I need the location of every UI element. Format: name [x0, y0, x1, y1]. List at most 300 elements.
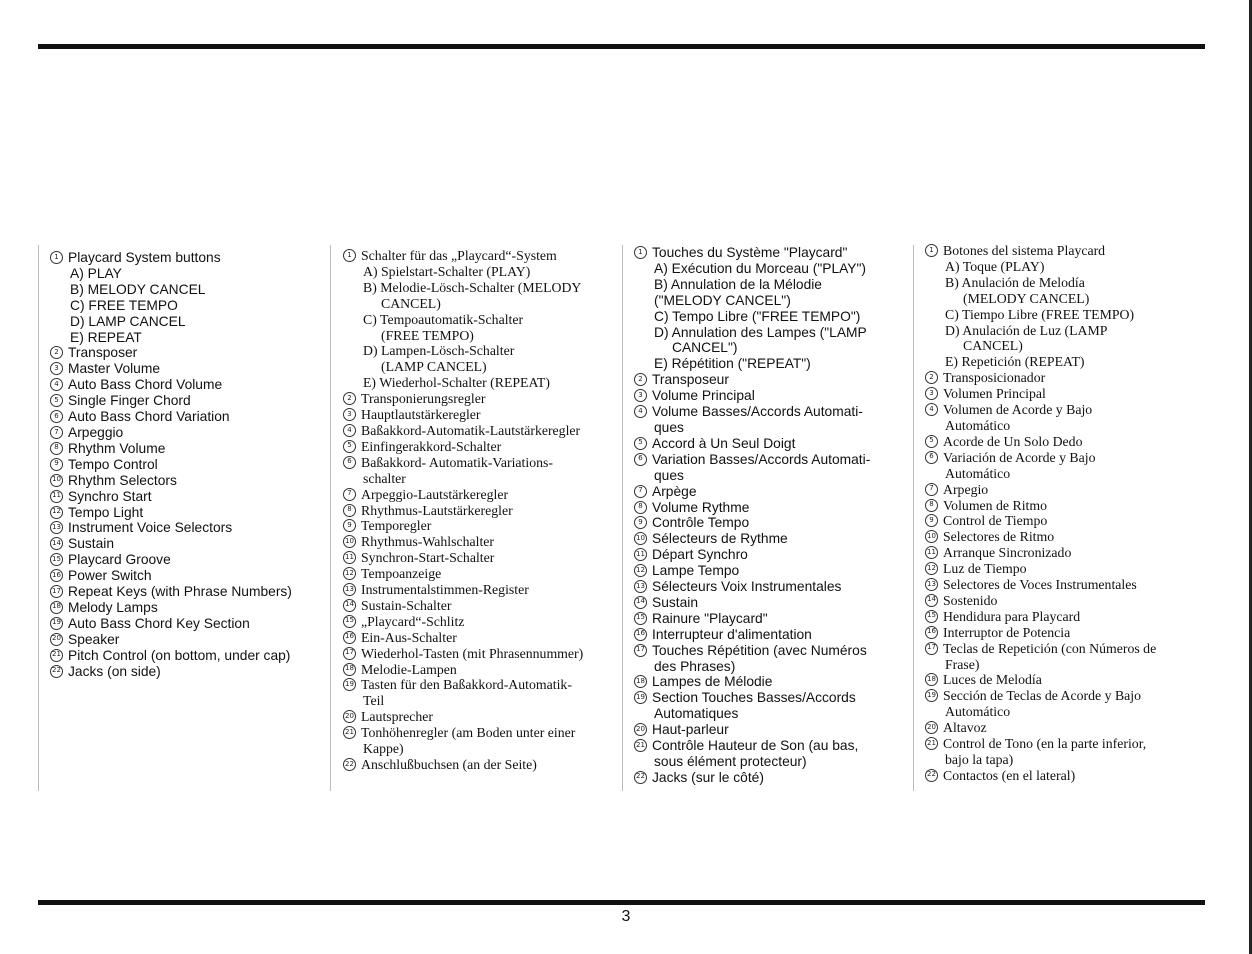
item-text: A) Spielstart-Schalter (PLAY): [363, 263, 531, 279]
circled-number-icon: 14: [343, 599, 356, 612]
list-item: [343, 630, 623, 646]
item-text: Sustain-Schalter: [361, 597, 452, 613]
page-number: 3: [621, 908, 631, 925]
circled-number-icon: 13: [634, 580, 647, 593]
list-item: [634, 722, 914, 738]
list-item: [634, 547, 914, 563]
circled-number-icon: 13: [925, 578, 938, 591]
column-english: [50, 250, 330, 679]
item-text: Lampe Tempo: [652, 563, 740, 579]
item-text: Volume Rythme: [652, 499, 750, 515]
list-item: [50, 266, 330, 282]
list-item: [634, 452, 914, 468]
item-text: Auto Bass Chord Key Section: [68, 615, 250, 631]
list-item: [925, 593, 1205, 609]
list-item: [343, 693, 623, 709]
list-item: [343, 646, 623, 662]
list-item: [925, 323, 1205, 339]
circled-number-icon: 18: [925, 673, 938, 686]
circled-number-icon: 22: [925, 769, 938, 782]
list-item: [925, 243, 1205, 259]
list-item: [50, 425, 330, 441]
item-text: Luz de Tiempo: [943, 561, 1027, 577]
list-item: [925, 291, 1205, 307]
circled-number-icon: 12: [634, 564, 647, 577]
list-item: [50, 377, 330, 393]
circled-number-icon: 1: [925, 244, 938, 257]
list-item: [343, 725, 623, 741]
circled-number-icon: 22: [343, 758, 356, 771]
circled-number-icon: 7: [343, 488, 356, 501]
list-item: [634, 611, 914, 627]
circled-number-icon: 19: [50, 617, 63, 630]
list-item: [925, 641, 1205, 657]
circled-number-icon: 22: [634, 771, 647, 784]
circled-number-icon: 8: [925, 499, 938, 512]
list-item: [634, 420, 914, 436]
top-rule: [38, 44, 1205, 49]
list-item: [50, 489, 330, 505]
circled-number-icon: 14: [50, 537, 63, 550]
list-item: [343, 455, 623, 471]
item-text: Arranque Sincronizado: [943, 545, 1072, 561]
item-text: Sustain: [652, 594, 699, 610]
list-item: [50, 632, 330, 648]
item-text: Touches Répétition (avec Numéros: [652, 642, 867, 658]
list-item: [634, 436, 914, 452]
item-text: Rhythmus-Lautstärkeregler: [361, 502, 513, 518]
item-text: Accord à Un Seul Doigt: [652, 435, 796, 451]
item-text: Touches du Système "Playcard": [652, 245, 848, 260]
item-text: ques: [654, 467, 684, 483]
list-item: [925, 768, 1205, 784]
item-text: CANCEL): [381, 295, 441, 311]
list-item: [50, 298, 330, 314]
item-text: Rhythmus-Wahlschalter: [361, 534, 494, 550]
list-item: [50, 600, 330, 616]
circled-number-icon: 17: [343, 647, 356, 660]
item-text: (FREE TEMPO): [381, 327, 474, 343]
list-item: [50, 361, 330, 377]
list-item: [343, 328, 623, 344]
item-text: Contactos (en el lateral): [943, 767, 1076, 783]
circled-number-icon: 3: [634, 389, 647, 402]
item-text: Baßakkord-Automatik-Lautstärkeregler: [361, 422, 581, 438]
item-text: Arpegio: [943, 481, 989, 497]
item-text: B) MELODY CANCEL: [70, 281, 206, 297]
item-text: (LAMP CANCEL): [381, 359, 487, 375]
item-text: C) FREE TEMPO: [70, 297, 178, 313]
item-text: Interruptor de Potencia: [943, 624, 1071, 640]
item-text: Control de Tiempo: [943, 513, 1048, 529]
circled-number-icon: 20: [634, 723, 647, 736]
item-text: Transponierungsregler: [361, 391, 486, 407]
list-item: [50, 520, 330, 536]
circled-number-icon: 16: [925, 626, 938, 639]
item-text: Auto Bass Chord Volume: [68, 377, 223, 393]
circled-number-icon: 4: [925, 403, 938, 416]
item-text: Volumen Principal: [943, 386, 1046, 402]
item-text: Repeat Keys (with Phrase Numbers): [68, 584, 292, 600]
item-text: Selectores de Voces Instrumentales: [943, 577, 1137, 593]
list-item: [634, 627, 914, 643]
item-text: Playcard System buttons: [68, 250, 221, 265]
list-item: [634, 340, 914, 356]
circled-number-icon: 10: [50, 474, 63, 487]
item-text: Volume Basses/Accords Automati-: [652, 404, 863, 420]
item-text: Rainure "Playcard": [652, 610, 768, 626]
item-text: Arpège: [652, 483, 697, 499]
list-item: [343, 550, 623, 566]
item-text: Sustain: [68, 536, 115, 552]
circled-number-icon: 7: [50, 426, 63, 439]
circled-number-icon: 3: [343, 408, 356, 421]
circled-number-icon: 8: [343, 504, 356, 517]
item-text: CANCEL): [963, 338, 1023, 354]
circled-number-icon: 2: [634, 373, 647, 386]
list-item: [925, 466, 1205, 482]
circled-number-icon: 13: [50, 521, 63, 534]
circled-number-icon: 9: [50, 458, 63, 471]
circled-number-icon: 18: [50, 601, 63, 614]
circled-number-icon: 22: [50, 665, 63, 678]
list-item: [634, 404, 914, 420]
item-text: Botones del sistema Playcard: [943, 243, 1106, 258]
list-item: [925, 561, 1205, 577]
circled-number-icon: 1: [634, 246, 647, 259]
list-item: [50, 345, 330, 361]
list-item: [925, 259, 1205, 275]
item-text: Rhythm Selectors: [68, 472, 177, 488]
circled-number-icon: 15: [343, 615, 356, 628]
item-text: Contrôle Hauteur de Son (au bas,: [652, 738, 859, 754]
item-text: Lautsprecher: [361, 709, 434, 725]
circled-number-icon: 14: [634, 596, 647, 609]
item-text: Frase): [945, 656, 980, 672]
circled-number-icon: 15: [634, 612, 647, 625]
list-item: [50, 393, 330, 409]
list-item: [343, 709, 623, 725]
item-text: Kappe): [363, 741, 404, 757]
item-text: Baßakkord- Automatik-Variations-: [361, 454, 553, 470]
list-item: [925, 529, 1205, 545]
item-text: B) Melodie-Lösch-Schalter (MELODY: [363, 279, 582, 295]
item-text: Variation Basses/Accords Automati-: [652, 451, 871, 467]
circled-number-icon: 4: [343, 424, 356, 437]
list-item: [634, 293, 914, 309]
circled-number-icon: 18: [343, 663, 356, 676]
item-text: Interrupteur d'alimentation: [652, 626, 812, 642]
list-item: [50, 664, 330, 680]
list-item: [925, 704, 1205, 720]
circled-number-icon: 5: [50, 394, 63, 407]
item-text: Instrument Voice Selectors: [68, 520, 233, 536]
list-item: [343, 582, 623, 598]
item-text: Master Volume: [68, 361, 161, 377]
item-text: Anschlußbuchsen (an der Seite): [361, 757, 537, 772]
list-item: [50, 330, 330, 346]
item-text: A) Toque (PLAY): [945, 258, 1045, 274]
item-text: Instrumentalstimmen-Register: [361, 582, 529, 598]
item-text: Transposicionador: [943, 370, 1046, 386]
item-text: C) Tempoautomatik-Schalter: [363, 311, 524, 327]
item-text: Teclas de Repetición (con Números de: [943, 640, 1157, 656]
item-text: Einfingerakkord-Schalter: [361, 438, 502, 454]
item-text: Pitch Control (on bottom, under cap): [68, 647, 291, 663]
list-item: [343, 423, 623, 439]
list-item: [634, 500, 914, 516]
circled-number-icon: 4: [634, 405, 647, 418]
item-text: E) Wiederhol-Schalter (REPEAT): [363, 375, 550, 391]
list-item: [634, 515, 914, 531]
list-item: [50, 536, 330, 552]
item-text: Power Switch: [68, 568, 152, 584]
circled-number-icon: 5: [343, 440, 356, 453]
item-text: ("MELODY CANCEL"): [654, 292, 791, 308]
list-item: [50, 282, 330, 298]
item-text: Tempoanzeige: [361, 566, 442, 582]
list-item: [634, 659, 914, 675]
circled-number-icon: 12: [50, 506, 63, 519]
item-text: Jacks (on side): [68, 663, 161, 679]
circled-number-icon: 11: [634, 548, 647, 561]
list-item: [50, 648, 330, 664]
list-item: [925, 752, 1205, 768]
item-text: Hauptlautstärkeregler: [361, 407, 481, 423]
circled-number-icon: 20: [343, 710, 356, 723]
item-text: Transposer: [68, 345, 138, 361]
list-item: [50, 314, 330, 330]
list-item: [925, 418, 1205, 434]
circled-number-icon: 3: [50, 362, 63, 375]
list-item: [634, 738, 914, 754]
circled-number-icon: 11: [925, 546, 938, 559]
circled-number-icon: 6: [50, 410, 63, 423]
circled-number-icon: 8: [634, 501, 647, 514]
item-text: Playcard Groove: [68, 552, 171, 568]
list-item: [50, 505, 330, 521]
list-item: [343, 741, 623, 757]
item-text: Sélecteurs de Rythme: [652, 531, 788, 547]
item-text: Volumen de Acorde y Bajo: [943, 402, 1093, 418]
circled-number-icon: 1: [50, 251, 63, 264]
list-item: [925, 450, 1205, 466]
item-text: Haut-parleur: [652, 722, 729, 738]
list-item: [925, 545, 1205, 561]
circled-number-icon: 5: [925, 435, 938, 448]
item-text: Automatiques: [654, 706, 739, 722]
item-text: Variación de Acorde y Bajo: [943, 449, 1096, 465]
list-item: [343, 439, 623, 455]
item-text: Section Touches Basses/Accords: [652, 690, 856, 706]
item-text: Automático: [945, 704, 1011, 720]
list-item: [925, 625, 1205, 641]
circled-number-icon: 4: [50, 378, 63, 391]
item-text: E) REPEAT: [70, 329, 142, 345]
item-text: Sección de Teclas de Acorde y Bajo: [943, 688, 1141, 704]
circled-number-icon: 20: [50, 633, 63, 646]
circled-number-icon: 15: [925, 610, 938, 623]
item-text: CANCEL"): [672, 340, 738, 356]
circled-number-icon: 15: [50, 553, 63, 566]
column-french: [634, 245, 914, 786]
list-item: [50, 409, 330, 425]
list-item: [925, 577, 1205, 593]
circled-number-icon: 21: [634, 739, 647, 752]
item-text: E) Repetición (REPEAT): [945, 354, 1085, 370]
list-item: [634, 563, 914, 579]
list-item: [925, 307, 1205, 323]
circled-number-icon: 12: [343, 567, 356, 580]
item-text: Altavoz: [943, 720, 987, 736]
item-text: des Phrases): [654, 658, 736, 674]
column-divider: [330, 245, 331, 791]
item-text: Luces de Melodía: [943, 672, 1042, 688]
list-item: [634, 356, 914, 372]
item-text: Sélecteurs Voix Instrumentales: [652, 579, 842, 595]
list-item: [343, 566, 623, 582]
circled-number-icon: 17: [634, 644, 647, 657]
item-text: Volume Principal: [652, 388, 755, 404]
circled-number-icon: 1: [343, 249, 356, 262]
list-item: [634, 674, 914, 690]
list-item: [343, 677, 623, 693]
circled-number-icon: 10: [634, 532, 647, 545]
circled-number-icon: 13: [343, 583, 356, 596]
list-item: [925, 672, 1205, 688]
list-item: [634, 484, 914, 500]
list-item: [634, 245, 914, 261]
item-text: D) Anulación de Luz (LAMP: [945, 322, 1108, 338]
list-item: [634, 643, 914, 659]
circled-number-icon: 3: [925, 387, 938, 400]
circled-number-icon: 20: [925, 721, 938, 734]
item-text: Control de Tono (en la parte inferior,: [943, 736, 1147, 752]
list-item: [50, 584, 330, 600]
list-item: [634, 595, 914, 611]
item-text: Selectores de Ritmo: [943, 529, 1055, 545]
list-item: [343, 312, 623, 328]
circled-number-icon: 7: [634, 485, 647, 498]
list-item: [343, 280, 623, 296]
list-item: [634, 277, 914, 293]
item-text: Acorde de Un Solo Dedo: [943, 433, 1083, 449]
circled-number-icon: 21: [925, 737, 938, 750]
item-text: Jacks (sur le côté): [652, 769, 764, 785]
list-item: [925, 434, 1205, 450]
item-text: A) Exécution du Morceau ("PLAY"): [654, 260, 866, 276]
list-item: [634, 309, 914, 325]
item-text: E) Répétition ("REPEAT"): [654, 356, 811, 372]
list-item: [343, 534, 623, 550]
list-item: [634, 754, 914, 770]
item-text: ques: [654, 419, 684, 435]
item-text: Tempo Light: [68, 504, 144, 520]
column-divider: [38, 245, 39, 791]
list-item: [925, 370, 1205, 386]
list-item: [50, 568, 330, 584]
circled-number-icon: 21: [50, 649, 63, 662]
item-text: Volumen de Ritmo: [943, 497, 1047, 513]
list-item: [343, 359, 623, 375]
list-item: [925, 688, 1205, 704]
circled-number-icon: 16: [343, 631, 356, 644]
circled-number-icon: 18: [634, 675, 647, 688]
item-text: Single Finger Chord: [68, 393, 191, 409]
list-item: [343, 248, 623, 264]
circled-number-icon: 2: [50, 346, 63, 359]
circled-number-icon: 14: [925, 594, 938, 607]
list-item: [925, 657, 1205, 673]
item-text: B) Anulación de Melodía: [945, 274, 1085, 290]
item-text: D) Lampen-Lösch-Schalter: [363, 343, 515, 359]
circled-number-icon: 16: [50, 569, 63, 582]
circled-number-icon: 19: [925, 689, 938, 702]
item-text: B) Annulation de la Mélodie: [654, 276, 822, 292]
item-text: Schalter für das „Playcard“-System: [361, 248, 557, 263]
item-text: Tempo Control: [68, 456, 158, 472]
item-text: Automático: [945, 465, 1011, 481]
item-text: Auto Bass Chord Variation: [68, 409, 230, 425]
item-text: Melody Lamps: [68, 599, 158, 615]
circled-number-icon: 17: [50, 585, 63, 598]
list-item: [925, 338, 1205, 354]
list-item: [343, 264, 623, 280]
list-item: [634, 261, 914, 277]
item-text: Sostenido: [943, 592, 998, 608]
item-text: sous élément protecteur): [654, 754, 807, 769]
circled-number-icon: 16: [634, 628, 647, 641]
item-text: Melodie-Lampen: [361, 661, 457, 677]
circled-number-icon: 21: [343, 726, 356, 739]
item-text: „Playcard“-Schlitz: [361, 613, 465, 629]
item-text: Arpeggio-Lautstärkeregler: [361, 486, 509, 502]
list-item: [925, 513, 1205, 529]
item-text: (MELODY CANCEL): [963, 290, 1090, 306]
column-divider: [913, 245, 914, 791]
list-item: [343, 662, 623, 678]
list-item: [50, 473, 330, 489]
list-item: [50, 250, 330, 266]
item-text: A) PLAY: [70, 265, 122, 281]
circled-number-icon: 12: [925, 562, 938, 575]
list-item: [343, 518, 623, 534]
list-item: [343, 487, 623, 503]
column-german: [343, 248, 623, 773]
list-item: [925, 275, 1205, 291]
circled-number-icon: 6: [343, 456, 356, 469]
list-item: [343, 503, 623, 519]
circled-number-icon: 10: [925, 530, 938, 543]
list-item: [634, 770, 914, 786]
list-item: [925, 482, 1205, 498]
list-item: [925, 720, 1205, 736]
item-text: Automático: [945, 417, 1011, 433]
item-text: Départ Synchro: [652, 547, 748, 563]
circled-number-icon: 19: [634, 691, 647, 704]
list-item: [343, 407, 623, 423]
list-item: [343, 598, 623, 614]
item-text: C) Tempo Libre ("FREE TEMPO"): [654, 308, 861, 324]
circled-number-icon: 5: [634, 437, 647, 450]
circled-number-icon: 11: [50, 490, 63, 503]
list-item: [634, 372, 914, 388]
circled-number-icon: 2: [925, 371, 938, 384]
list-item: [50, 457, 330, 473]
list-item: [50, 441, 330, 457]
circled-number-icon: 10: [343, 535, 356, 548]
item-text: Hendidura para Playcard: [943, 608, 1081, 624]
